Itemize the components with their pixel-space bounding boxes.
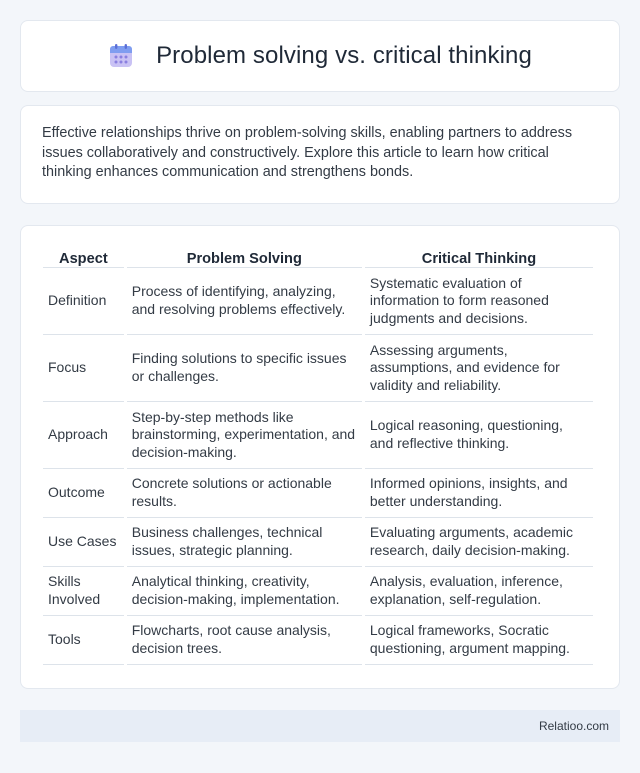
problem-solving-cell: Analytical thinking, creativity, decision-making, implementation. (127, 567, 362, 616)
aspect-cell: Use Cases (43, 518, 124, 567)
critical-thinking-cell: Informed opinions, insights, and better understanding. (365, 469, 593, 518)
calendar-icon (108, 43, 134, 69)
aspect-cell: Focus (43, 335, 124, 402)
critical-thinking-cell: Evaluating arguments, academic research, daily decision-making. (365, 518, 593, 567)
column-header-aspect: Aspect (43, 246, 124, 268)
intro-card (20, 105, 620, 204)
problem-solving-cell: Finding solutions to specific issues or challenges. (127, 335, 362, 402)
footer-bar (20, 710, 620, 742)
comparison-table (40, 246, 596, 665)
table-row (43, 469, 593, 518)
problem-solving-cell: Flowcharts, root cause analysis, decision trees. (127, 616, 362, 665)
table-row (43, 402, 593, 469)
critical-thinking-cell: Analysis, evaluation, inference, explanation, self-regulation. (365, 567, 593, 616)
problem-solving-cell: Step-by-step methods like brainstorming, experimentation, and decision-making. (127, 402, 362, 469)
aspect-cell: Approach (43, 402, 124, 469)
page-title: Problem solving vs. critical thinking (156, 42, 532, 69)
table-row (43, 268, 593, 335)
problem-solving-cell: Concrete solutions or actionable results. (127, 469, 362, 518)
problem-solving-cell: Business challenges, technical issues, strategic planning. (127, 518, 362, 567)
column-header-problem-solving: Problem Solving (127, 246, 362, 268)
problem-solving-cell: Process of identifying, analyzing, and resolving problems effectively. (127, 268, 362, 335)
critical-thinking-cell: Logical reasoning, questioning, and reflective thinking. (365, 402, 593, 469)
table-header-row (43, 246, 593, 268)
table-row (43, 616, 593, 665)
table-row (43, 567, 593, 616)
critical-thinking-cell: Logical frameworks, Socratic questioning, argument mapping. (365, 616, 593, 665)
aspect-cell: Outcome (43, 469, 124, 518)
intro-paragraph: Effective relationships thrive on problem-solving skills, enabling partners to address issues collaboratively and constructively. Explore this article to learn how critical thinking enhances communication and strengthens bonds. (42, 125, 573, 180)
aspect-cell: Definition (43, 268, 124, 335)
table-row (43, 335, 593, 402)
footer-site-name: Relatioo.com (538, 719, 609, 733)
comparison-table-card (20, 225, 620, 689)
title-card (20, 20, 620, 92)
table-row (43, 518, 593, 567)
column-header-critical-thinking: Critical Thinking (365, 246, 593, 268)
aspect-cell: Skills Involved (43, 567, 124, 616)
critical-thinking-cell: Systematic evaluation of information to form reasoned judgments and decisions. (365, 268, 593, 335)
aspect-cell: Tools (43, 616, 124, 665)
critical-thinking-cell: Assessing arguments, assumptions, and evidence for validity and reliability. (365, 335, 593, 402)
